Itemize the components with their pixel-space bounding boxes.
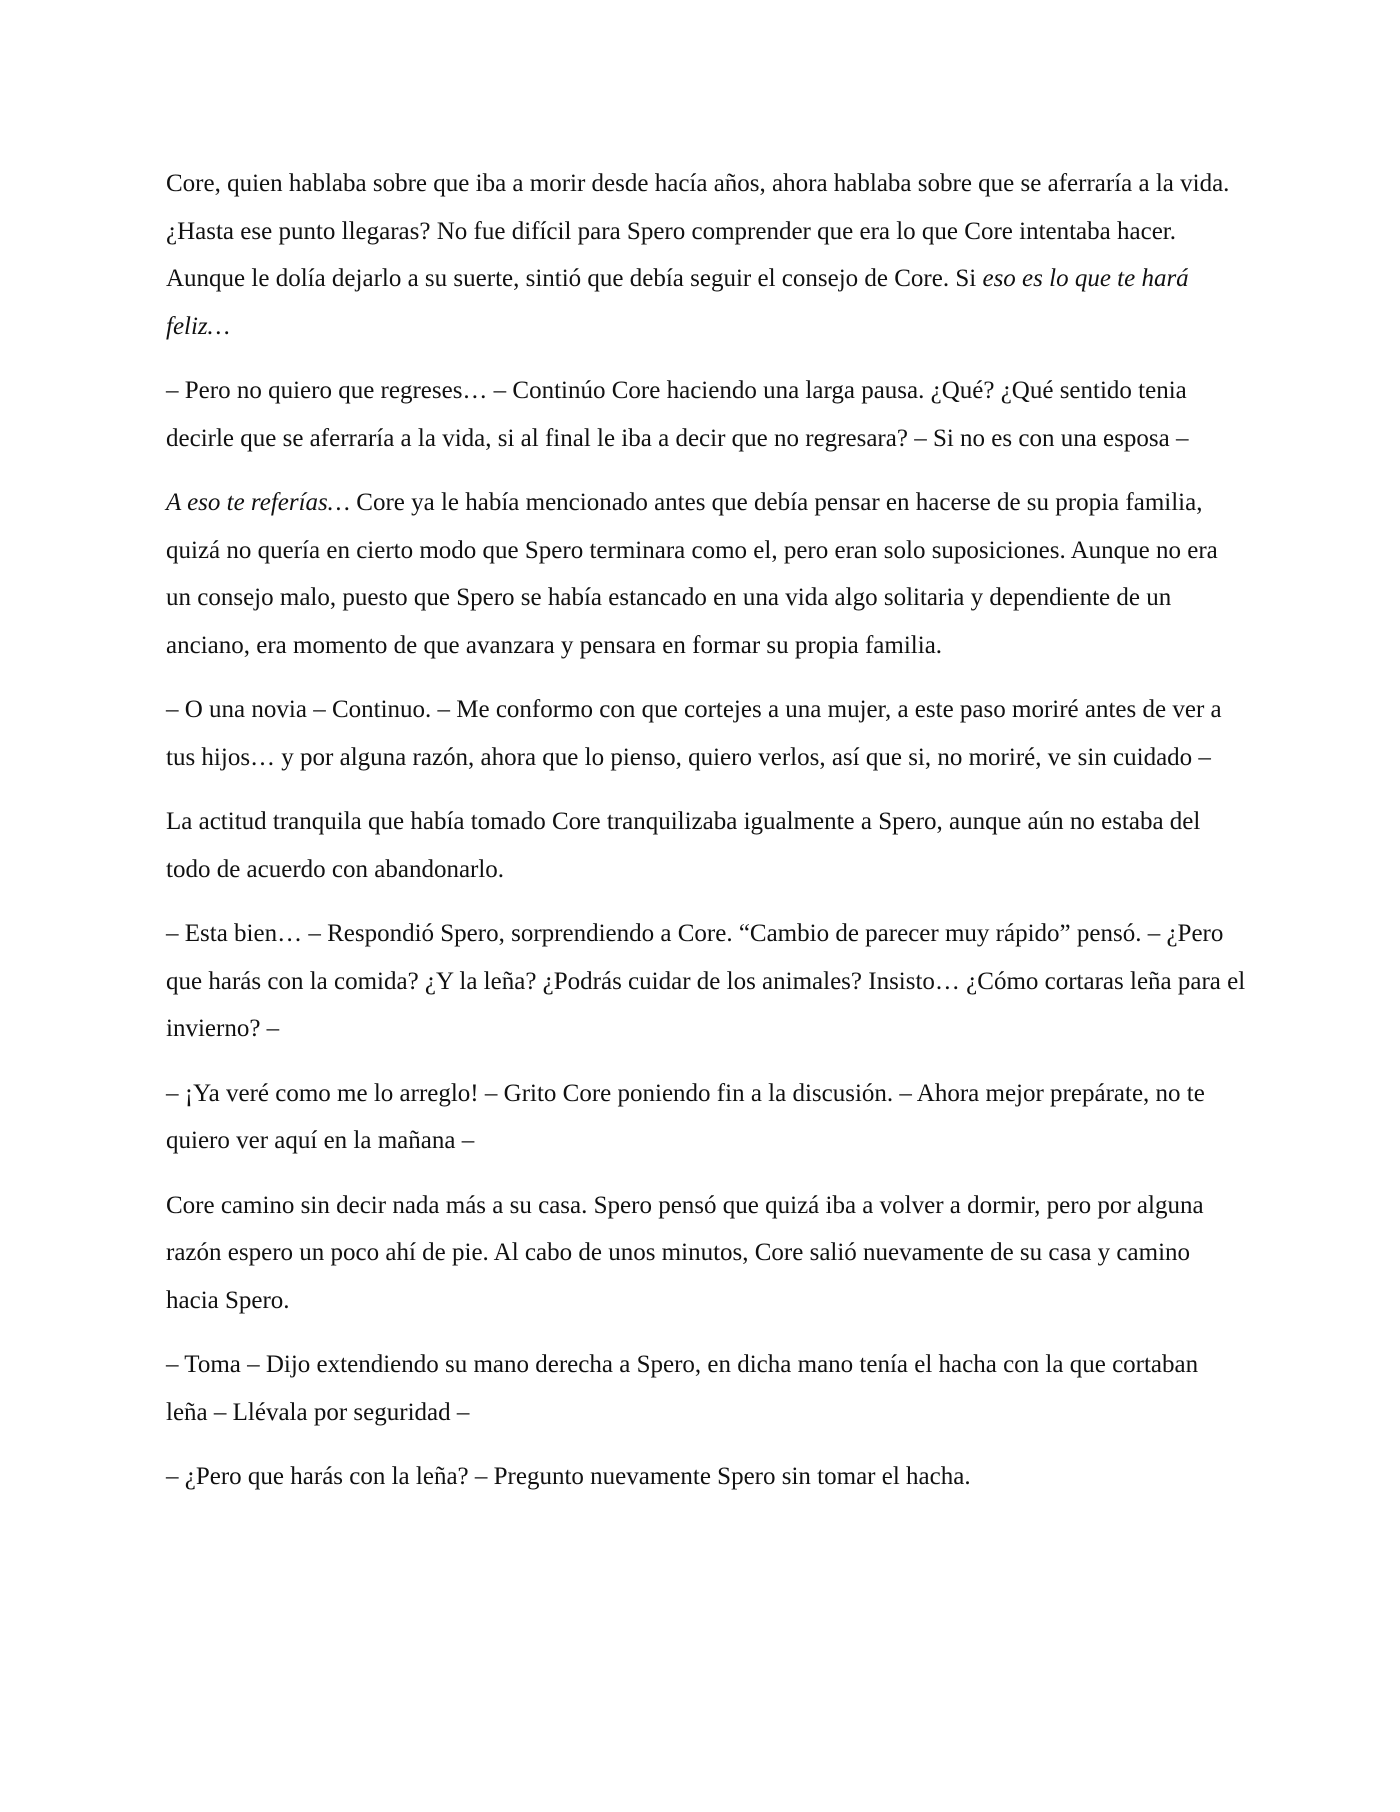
paragraph-3-italic-text: A eso te referías… bbox=[166, 489, 351, 516]
paragraph-10-text: – ¿Pero que harás con la leña? – Pregunto nuevamente Spero sin tomar el hacha. bbox=[166, 1463, 971, 1490]
paragraph-5-text: La actitud tranquila que había tomado Core tranquilizaba igualmente a Spero, aunque aún no estaba del todo de acuerdo con abandonarlo. bbox=[166, 808, 1201, 883]
paragraph-6 bbox=[166, 910, 1246, 1053]
paragraph-7 bbox=[166, 1070, 1246, 1165]
paragraph-5 bbox=[166, 798, 1246, 893]
paragraph-2 bbox=[166, 367, 1246, 462]
paragraph-7-text: – ¡Ya veré como me lo arreglo! – Grito Core poniendo fin a la discusión. – Ahora mejor prepárate, no te quiero ver aquí en la mañana – bbox=[166, 1079, 1205, 1154]
paragraph-9 bbox=[166, 1341, 1246, 1436]
paragraph-3 bbox=[166, 479, 1246, 669]
paragraph-1-text: Core, quien hablaba sobre que iba a morir desde hacía años, ahora hablaba sobre que se aferraría a la vida. ¿Hasta ese punto llegaras? No fue difícil para Spero comprender que era lo que Core intentaba hacer. Aunque le dolía dejarlo a su suerte, sintió que debía seguir el consejo de Core. Si bbox=[166, 170, 1230, 292]
paragraph-8-text: Core camino sin decir nada más a su casa. Spero pensó que quizá iba a volver a dormir, pero por alguna razón espero un poco ahí de pie. Al cabo de unos minutos, Core salió nuevamente de su casa y camino hacia Spero. bbox=[166, 1191, 1204, 1314]
paragraph-9-text: – Toma – Dijo extendiendo su mano derecha a Spero, en dicha mano tenía el hacha con la que cortaban leña – Llévala por seguridad – bbox=[166, 1351, 1199, 1426]
paragraph-10 bbox=[166, 1453, 1246, 1501]
paragraph-3-text: Core ya le había mencionado antes que debía pensar en hacerse de su propia familia, quizá no quería en cierto modo que Spero terminara como el, pero eran solo suposiciones. Aunque no era un consejo malo, puesto que Spero se había estancado en una vida algo solitaria y dependiente de un anciano, era momento de que avanzara y pensara en formar su propia familia. bbox=[166, 489, 1218, 659]
paragraph-1-italic-text: eso es lo que te hará feliz… bbox=[166, 265, 1189, 340]
paragraph-4 bbox=[166, 686, 1246, 781]
paragraph-2-text: – Pero no quiero que regreses… – Continúo Core haciendo una larga pausa. ¿Qué? ¿Qué sentido tenia decirle que se aferraría a la vida, si al final le iba a decir que no regresara? – Si no es con una esposa – bbox=[166, 377, 1189, 452]
paragraph-1 bbox=[166, 160, 1246, 350]
paragraph-4-text: – O una novia – Continuo. – Me conformo con que cortejes a una mujer, a este paso moriré antes de ver a tus hijos… y por alguna razón, ahora que lo pienso, quiero verlos, así que si, no moriré, ve sin cuidado – bbox=[166, 696, 1222, 771]
paragraph-6-text: – Esta bien… – Respondió Spero, sorprendiendo a Core. “Cambio de parecer muy rápido” pensó. – ¿Pero que harás con la comida? ¿Y la leña? ¿Podrás cuidar de los animales? Insisto… ¿Cómo cortaras leña para el invierno? – bbox=[166, 920, 1246, 1042]
document-page bbox=[166, 160, 1246, 1518]
paragraph-8 bbox=[166, 1182, 1246, 1325]
